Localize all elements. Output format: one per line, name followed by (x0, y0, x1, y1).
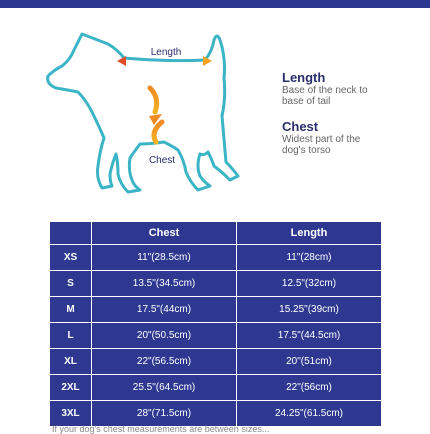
table-row (50, 349, 382, 375)
table-row (50, 401, 382, 427)
length-cell: 11"(28cm) (237, 245, 382, 271)
table-row (50, 245, 382, 271)
legend-length-title: Length (282, 70, 326, 85)
length-cell: 15.25"(39cm) (237, 297, 382, 323)
chest-arrow-upper (150, 88, 157, 112)
legend-chest-description: Widest part of the dog's torso (282, 134, 361, 156)
chest-cell: 17.5"(44cm) (92, 297, 237, 323)
chest-cell: 13.5"(34.5cm) (92, 271, 237, 297)
chest-cell: 11"(28.5cm) (92, 245, 237, 271)
footnote-text: If your dog's chest measurements are between sizes... (52, 424, 270, 434)
chest-cell: 20"(50.5cm) (92, 323, 237, 349)
size-cell: M (50, 297, 92, 323)
size-cell: 2XL (50, 375, 92, 401)
table-header-row (50, 222, 382, 245)
header-chest: Chest (92, 222, 237, 245)
size-cell: XL (50, 349, 92, 375)
chest-cell: 22"(56.5cm) (92, 349, 237, 375)
legend-chest (282, 119, 382, 156)
size-cell: XS (50, 245, 92, 271)
dog-measurement-diagram (0, 8, 430, 220)
table-row (50, 323, 382, 349)
length-cell: 12.5"(32cm) (237, 271, 382, 297)
header-size (50, 222, 92, 245)
legend-length-description: Base of the neck to base of tail (282, 85, 368, 107)
table-row (50, 297, 382, 323)
top-banner (0, 0, 430, 8)
length-diagram-label: Length (150, 47, 182, 58)
legend-chest-title: Chest (282, 119, 319, 134)
size-cell: 3XL (50, 401, 92, 427)
length-cell: 17.5"(44.5cm) (237, 323, 382, 349)
length-cell: 24.25"(61.5cm) (237, 401, 382, 427)
chest-cell: 28"(71.5cm) (92, 401, 237, 427)
length-arrow-left-head (117, 56, 126, 66)
size-chart-table (49, 221, 382, 427)
legend-length (282, 70, 382, 107)
length-cell: 20"(51cm) (237, 349, 382, 375)
chest-arrow-lower (154, 122, 162, 142)
length-cell: 22"(56cm) (237, 375, 382, 401)
chest-diagram-label: Chest (148, 155, 176, 166)
size-cell: L (50, 323, 92, 349)
table-row (50, 271, 382, 297)
table-row (50, 375, 382, 401)
size-cell: S (50, 271, 92, 297)
header-length: Length (237, 222, 382, 245)
dog-silhouette-outline (48, 34, 238, 192)
chest-cell: 25.5"(64.5cm) (92, 375, 237, 401)
